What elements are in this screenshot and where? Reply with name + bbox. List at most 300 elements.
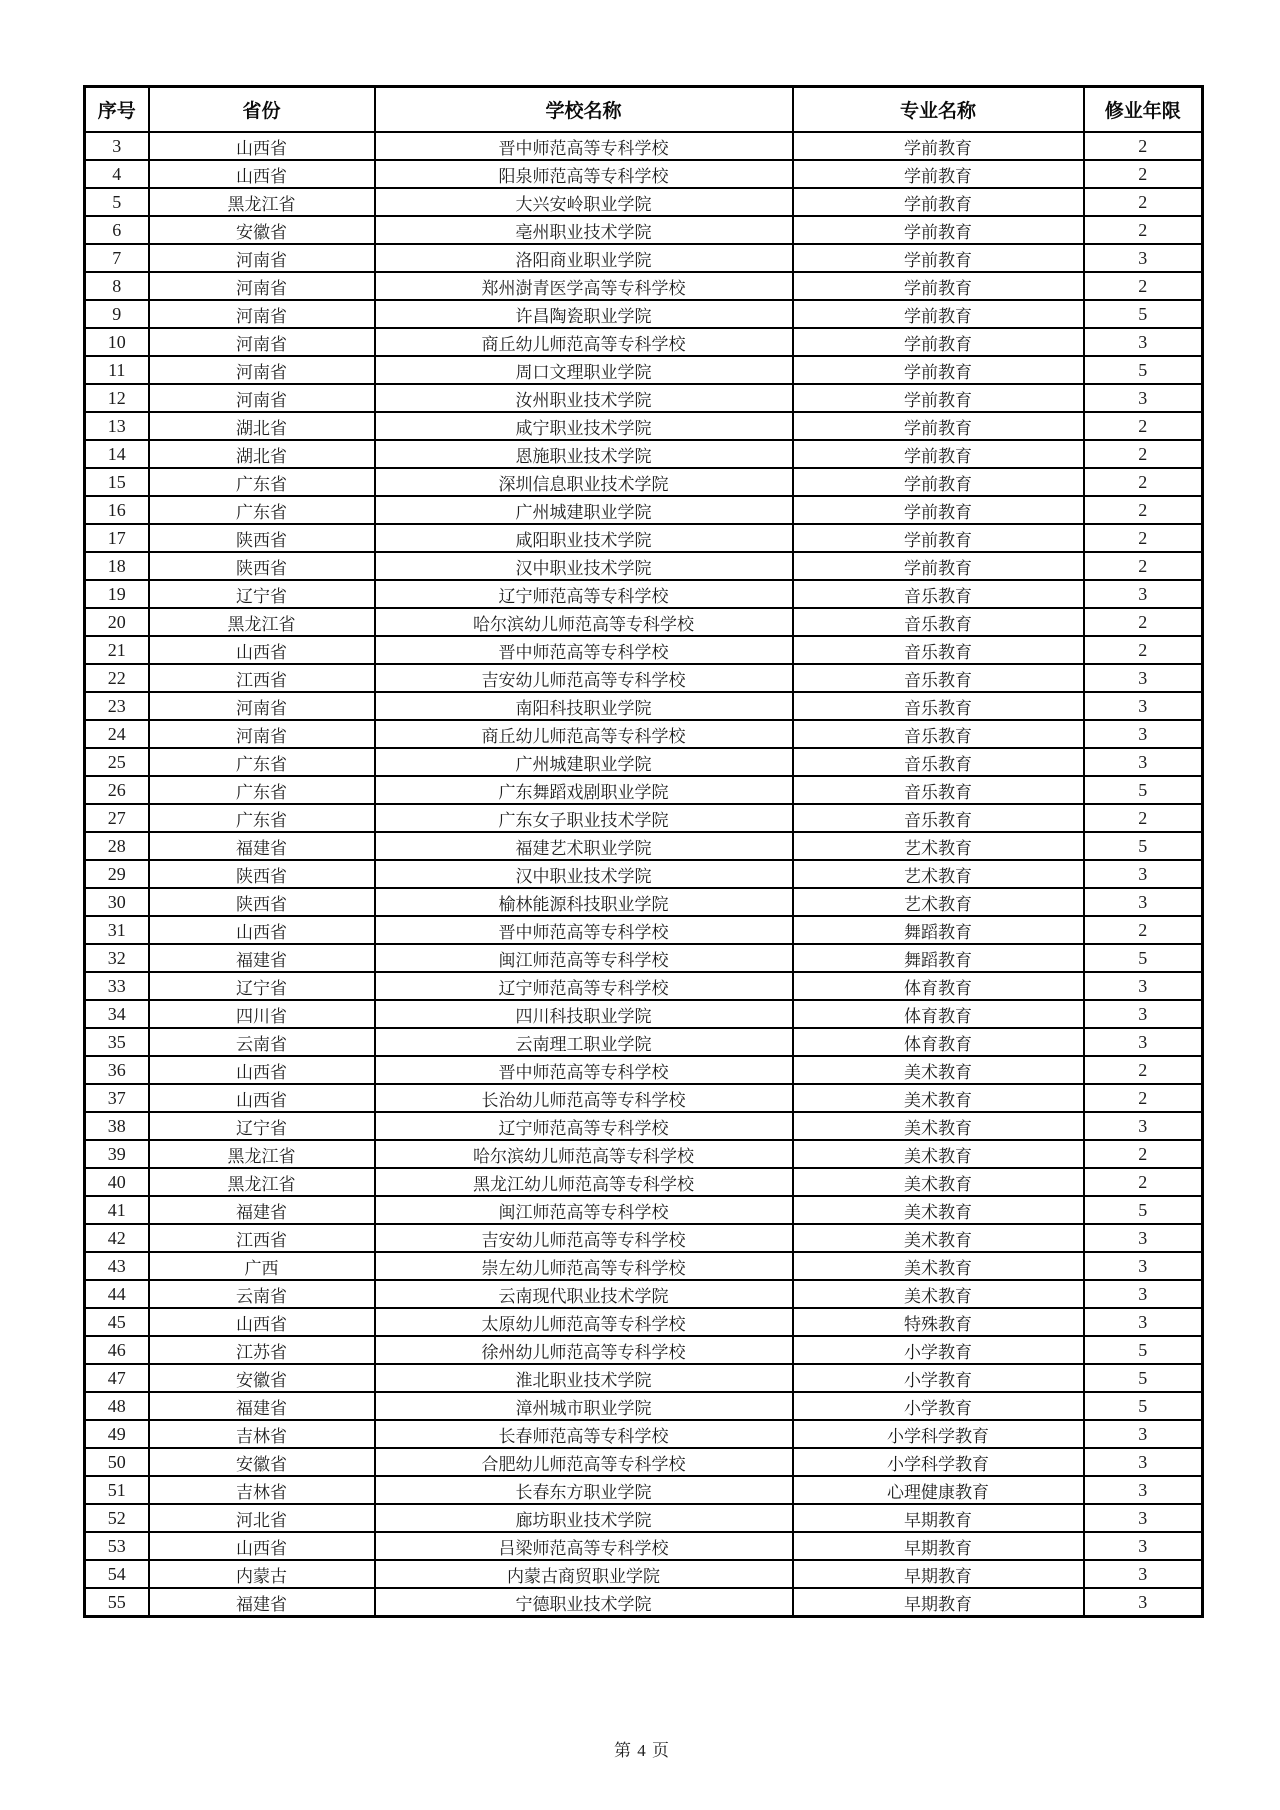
- cell-province: 陕西省: [149, 860, 375, 888]
- cell-years: 5: [1084, 1196, 1203, 1224]
- table-row: [85, 356, 1203, 384]
- cell-major: 美术教育: [793, 1168, 1084, 1196]
- table-row: [85, 1252, 1203, 1280]
- cell-province: 四川省: [149, 1000, 375, 1028]
- table-row: [85, 776, 1203, 804]
- cell-major: 特殊教育: [793, 1308, 1084, 1336]
- cell-school: 汉中职业技术学院: [375, 552, 793, 580]
- table-row: [85, 1336, 1203, 1364]
- table-header: [85, 87, 1203, 133]
- cell-school: 恩施职业技术学院: [375, 440, 793, 468]
- cell-school: 内蒙古商贸职业学院: [375, 1560, 793, 1588]
- cell-years: 3: [1084, 1224, 1203, 1252]
- cell-index: 22: [85, 664, 149, 692]
- cell-index: 48: [85, 1392, 149, 1420]
- table-row: [85, 1028, 1203, 1056]
- cell-years: 2: [1084, 496, 1203, 524]
- cell-index: 10: [85, 328, 149, 356]
- cell-major: 早期教育: [793, 1560, 1084, 1588]
- cell-school: 晋中师范高等专科学校: [375, 132, 793, 160]
- table-row: [85, 216, 1203, 244]
- cell-years: 3: [1084, 1448, 1203, 1476]
- cell-province: 山西省: [149, 916, 375, 944]
- cell-index: 51: [85, 1476, 149, 1504]
- cell-major: 音乐教育: [793, 636, 1084, 664]
- cell-major: 音乐教育: [793, 692, 1084, 720]
- cell-school: 汉中职业技术学院: [375, 860, 793, 888]
- table-row: [85, 720, 1203, 748]
- cell-years: 5: [1084, 776, 1203, 804]
- cell-major: 早期教育: [793, 1588, 1084, 1617]
- table-row: [85, 1588, 1203, 1617]
- cell-province: 河南省: [149, 272, 375, 300]
- cell-years: 3: [1084, 692, 1203, 720]
- cell-index: 36: [85, 1056, 149, 1084]
- cell-index: 52: [85, 1504, 149, 1532]
- table-row: [85, 1364, 1203, 1392]
- cell-index: 8: [85, 272, 149, 300]
- cell-school: 广州城建职业学院: [375, 496, 793, 524]
- cell-index: 27: [85, 804, 149, 832]
- cell-years: 5: [1084, 1336, 1203, 1364]
- cell-major: 美术教育: [793, 1056, 1084, 1084]
- table-row: [85, 1112, 1203, 1140]
- cell-major: 音乐教育: [793, 804, 1084, 832]
- cell-major: 美术教育: [793, 1280, 1084, 1308]
- cell-years: 3: [1084, 888, 1203, 916]
- cell-province: 福建省: [149, 832, 375, 860]
- header-cell-index: 序号: [85, 87, 149, 133]
- cell-school: 漳州城市职业学院: [375, 1392, 793, 1420]
- table-row: [85, 888, 1203, 916]
- table-row: [85, 496, 1203, 524]
- cell-years: 5: [1084, 1392, 1203, 1420]
- cell-school: 崇左幼儿师范高等专科学校: [375, 1252, 793, 1280]
- cell-major: 学前教育: [793, 188, 1084, 216]
- cell-index: 38: [85, 1112, 149, 1140]
- cell-school: 广东舞蹈戏剧职业学院: [375, 776, 793, 804]
- table-row: [85, 1000, 1203, 1028]
- cell-major: 小学教育: [793, 1364, 1084, 1392]
- cell-index: 4: [85, 160, 149, 188]
- cell-school: 淮北职业技术学院: [375, 1364, 793, 1392]
- cell-province: 广西: [149, 1252, 375, 1280]
- table-row: [85, 580, 1203, 608]
- cell-years: 2: [1084, 1140, 1203, 1168]
- cell-index: 31: [85, 916, 149, 944]
- cell-province: 广东省: [149, 804, 375, 832]
- cell-index: 53: [85, 1532, 149, 1560]
- cell-major: 艺术教育: [793, 860, 1084, 888]
- cell-years: 2: [1084, 1168, 1203, 1196]
- cell-years: 2: [1084, 188, 1203, 216]
- cell-years: 2: [1084, 160, 1203, 188]
- cell-index: 18: [85, 552, 149, 580]
- cell-school: 闽江师范高等专科学校: [375, 944, 793, 972]
- cell-index: 28: [85, 832, 149, 860]
- cell-province: 安徽省: [149, 216, 375, 244]
- cell-school: 晋中师范高等专科学校: [375, 1056, 793, 1084]
- table-row: [85, 636, 1203, 664]
- cell-index: 34: [85, 1000, 149, 1028]
- cell-school: 洛阳商业职业学院: [375, 244, 793, 272]
- cell-index: 49: [85, 1420, 149, 1448]
- cell-years: 3: [1084, 1000, 1203, 1028]
- cell-school: 哈尔滨幼儿师范高等专科学校: [375, 608, 793, 636]
- cell-school: 吉安幼儿师范高等专科学校: [375, 664, 793, 692]
- cell-school: 徐州幼儿师范高等专科学校: [375, 1336, 793, 1364]
- cell-index: 37: [85, 1084, 149, 1112]
- cell-major: 学前教育: [793, 132, 1084, 160]
- cell-major: 体育教育: [793, 1028, 1084, 1056]
- cell-province: 黑龙江省: [149, 1168, 375, 1196]
- cell-years: 3: [1084, 244, 1203, 272]
- cell-school: 榆林能源科技职业学院: [375, 888, 793, 916]
- cell-index: 43: [85, 1252, 149, 1280]
- cell-major: 美术教育: [793, 1224, 1084, 1252]
- cell-province: 河南省: [149, 244, 375, 272]
- cell-major: 学前教育: [793, 216, 1084, 244]
- cell-years: 5: [1084, 1364, 1203, 1392]
- cell-major: 学前教育: [793, 468, 1084, 496]
- cell-school: 四川科技职业学院: [375, 1000, 793, 1028]
- cell-index: 20: [85, 608, 149, 636]
- cell-major: 美术教育: [793, 1112, 1084, 1140]
- cell-years: 2: [1084, 552, 1203, 580]
- table-row: [85, 916, 1203, 944]
- cell-province: 河南省: [149, 300, 375, 328]
- cell-index: 45: [85, 1308, 149, 1336]
- cell-major: 心理健康教育: [793, 1476, 1084, 1504]
- cell-school: 黑龙江幼儿师范高等专科学校: [375, 1168, 793, 1196]
- cell-major: 体育教育: [793, 972, 1084, 1000]
- cell-major: 小学科学教育: [793, 1420, 1084, 1448]
- table-row: [85, 328, 1203, 356]
- cell-index: 3: [85, 132, 149, 160]
- cell-index: 12: [85, 384, 149, 412]
- cell-years: 2: [1084, 412, 1203, 440]
- cell-index: 24: [85, 720, 149, 748]
- cell-major: 学前教育: [793, 328, 1084, 356]
- cell-index: 17: [85, 524, 149, 552]
- cell-major: 舞蹈教育: [793, 916, 1084, 944]
- cell-years: 2: [1084, 804, 1203, 832]
- cell-major: 音乐教育: [793, 664, 1084, 692]
- cell-province: 福建省: [149, 944, 375, 972]
- cell-index: 15: [85, 468, 149, 496]
- cell-province: 安徽省: [149, 1448, 375, 1476]
- cell-major: 早期教育: [793, 1504, 1084, 1532]
- cell-province: 湖北省: [149, 440, 375, 468]
- cell-index: 19: [85, 580, 149, 608]
- cell-major: 艺术教育: [793, 832, 1084, 860]
- cell-index: 41: [85, 1196, 149, 1224]
- cell-index: 26: [85, 776, 149, 804]
- cell-province: 河南省: [149, 384, 375, 412]
- table-row: [85, 944, 1203, 972]
- cell-index: 50: [85, 1448, 149, 1476]
- table-row: [85, 188, 1203, 216]
- cell-school: 吉安幼儿师范高等专科学校: [375, 1224, 793, 1252]
- cell-province: 广东省: [149, 748, 375, 776]
- cell-years: 2: [1084, 272, 1203, 300]
- cell-index: 25: [85, 748, 149, 776]
- table-row: [85, 1532, 1203, 1560]
- cell-index: 13: [85, 412, 149, 440]
- cell-school: 晋中师范高等专科学校: [375, 636, 793, 664]
- cell-index: 35: [85, 1028, 149, 1056]
- table-row: [85, 468, 1203, 496]
- cell-years: 3: [1084, 580, 1203, 608]
- cell-school: 长春师范高等专科学校: [375, 1420, 793, 1448]
- table-row: [85, 440, 1203, 468]
- table-row: [85, 664, 1203, 692]
- cell-major: 早期教育: [793, 1532, 1084, 1560]
- cell-school: 许昌陶瓷职业学院: [375, 300, 793, 328]
- cell-province: 安徽省: [149, 1364, 375, 1392]
- cell-province: 山西省: [149, 636, 375, 664]
- cell-years: 5: [1084, 832, 1203, 860]
- table-row: [85, 1420, 1203, 1448]
- cell-years: 3: [1084, 1028, 1203, 1056]
- cell-years: 3: [1084, 1252, 1203, 1280]
- cell-school: 汝州职业技术学院: [375, 384, 793, 412]
- header-cell-years: 修业年限: [1084, 87, 1203, 133]
- cell-years: 3: [1084, 860, 1203, 888]
- table-row: [85, 1196, 1203, 1224]
- cell-province: 陕西省: [149, 524, 375, 552]
- table-row: [85, 860, 1203, 888]
- cell-province: 陕西省: [149, 552, 375, 580]
- cell-province: 福建省: [149, 1392, 375, 1420]
- cell-years: 3: [1084, 1504, 1203, 1532]
- cell-major: 音乐教育: [793, 720, 1084, 748]
- cell-years: 3: [1084, 748, 1203, 776]
- cell-school: 大兴安岭职业学院: [375, 188, 793, 216]
- table-row: [85, 1280, 1203, 1308]
- cell-school: 咸阳职业技术学院: [375, 524, 793, 552]
- cell-index: 39: [85, 1140, 149, 1168]
- cell-major: 学前教育: [793, 272, 1084, 300]
- table-row: [85, 384, 1203, 412]
- cell-school: 合肥幼儿师范高等专科学校: [375, 1448, 793, 1476]
- table-row: [85, 524, 1203, 552]
- cell-years: 3: [1084, 1280, 1203, 1308]
- cell-province: 山西省: [149, 1056, 375, 1084]
- cell-province: 福建省: [149, 1588, 375, 1617]
- cell-index: 6: [85, 216, 149, 244]
- cell-school: 商丘幼儿师范高等专科学校: [375, 328, 793, 356]
- cell-province: 河南省: [149, 328, 375, 356]
- cell-school: 云南现代职业技术学院: [375, 1280, 793, 1308]
- cell-major: 学前教育: [793, 552, 1084, 580]
- table-row: [85, 160, 1203, 188]
- cell-major: 艺术教育: [793, 888, 1084, 916]
- cell-school: 辽宁师范高等专科学校: [375, 1112, 793, 1140]
- cell-index: 42: [85, 1224, 149, 1252]
- cell-years: 2: [1084, 440, 1203, 468]
- table-row: [85, 272, 1203, 300]
- cell-index: 5: [85, 188, 149, 216]
- cell-major: 小学科学教育: [793, 1448, 1084, 1476]
- cell-major: 音乐教育: [793, 748, 1084, 776]
- cell-years: 3: [1084, 1420, 1203, 1448]
- cell-years: 3: [1084, 1588, 1203, 1617]
- cell-province: 黑龙江省: [149, 1140, 375, 1168]
- cell-school: 晋中师范高等专科学校: [375, 916, 793, 944]
- cell-major: 美术教育: [793, 1196, 1084, 1224]
- cell-school: 咸宁职业技术学院: [375, 412, 793, 440]
- cell-years: 3: [1084, 972, 1203, 1000]
- cell-major: 学前教育: [793, 244, 1084, 272]
- table-row: [85, 1168, 1203, 1196]
- cell-index: 11: [85, 356, 149, 384]
- cell-province: 广东省: [149, 496, 375, 524]
- cell-years: 5: [1084, 300, 1203, 328]
- table-row: [85, 1140, 1203, 1168]
- cell-index: 44: [85, 1280, 149, 1308]
- cell-major: 音乐教育: [793, 580, 1084, 608]
- cell-school: 辽宁师范高等专科学校: [375, 580, 793, 608]
- cell-years: 5: [1084, 944, 1203, 972]
- cell-index: 9: [85, 300, 149, 328]
- cell-province: 陕西省: [149, 888, 375, 916]
- cell-major: 音乐教育: [793, 776, 1084, 804]
- table-row: [85, 1504, 1203, 1532]
- cell-years: 3: [1084, 1476, 1203, 1504]
- cell-years: 3: [1084, 1112, 1203, 1140]
- table-row: [85, 412, 1203, 440]
- cell-years: 2: [1084, 132, 1203, 160]
- table-header-row: [85, 87, 1203, 133]
- cell-province: 内蒙古: [149, 1560, 375, 1588]
- table-row: [85, 1392, 1203, 1420]
- table-row: [85, 1308, 1203, 1336]
- table-row: [85, 300, 1203, 328]
- cell-school: 太原幼儿师范高等专科学校: [375, 1308, 793, 1336]
- cell-major: 美术教育: [793, 1084, 1084, 1112]
- cell-index: 7: [85, 244, 149, 272]
- cell-major: 学前教育: [793, 496, 1084, 524]
- cell-province: 山西省: [149, 1308, 375, 1336]
- cell-index: 46: [85, 1336, 149, 1364]
- cell-province: 江西省: [149, 664, 375, 692]
- cell-province: 江苏省: [149, 1336, 375, 1364]
- cell-province: 云南省: [149, 1280, 375, 1308]
- cell-index: 23: [85, 692, 149, 720]
- cell-major: 学前教育: [793, 300, 1084, 328]
- cell-province: 山西省: [149, 1532, 375, 1560]
- cell-school: 广州城建职业学院: [375, 748, 793, 776]
- cell-years: 3: [1084, 384, 1203, 412]
- cell-years: 3: [1084, 720, 1203, 748]
- cell-major: 学前教育: [793, 384, 1084, 412]
- cell-index: 55: [85, 1588, 149, 1617]
- cell-school: 亳州职业技术学院: [375, 216, 793, 244]
- cell-school: 长治幼儿师范高等专科学校: [375, 1084, 793, 1112]
- cell-school: 阳泉师范高等专科学校: [375, 160, 793, 188]
- table-row: [85, 1224, 1203, 1252]
- cell-school: 郑州澍青医学高等专科学校: [375, 272, 793, 300]
- cell-province: 黑龙江省: [149, 188, 375, 216]
- table-row: [85, 608, 1203, 636]
- cell-school: 深圳信息职业技术学院: [375, 468, 793, 496]
- cell-major: 体育教育: [793, 1000, 1084, 1028]
- cell-years: 2: [1084, 524, 1203, 552]
- cell-major: 美术教育: [793, 1140, 1084, 1168]
- table-row: [85, 132, 1203, 160]
- table-row: [85, 1560, 1203, 1588]
- table-row: [85, 244, 1203, 272]
- cell-province: 河北省: [149, 1504, 375, 1532]
- cell-years: 2: [1084, 216, 1203, 244]
- cell-index: 32: [85, 944, 149, 972]
- cell-school: 周口文理职业学院: [375, 356, 793, 384]
- table-row: [85, 1084, 1203, 1112]
- table-row: [85, 832, 1203, 860]
- cell-major: 学前教育: [793, 356, 1084, 384]
- cell-major: 学前教育: [793, 524, 1084, 552]
- cell-index: 33: [85, 972, 149, 1000]
- cell-major: 音乐教育: [793, 608, 1084, 636]
- cell-years: 2: [1084, 468, 1203, 496]
- cell-years: 3: [1084, 328, 1203, 356]
- cell-major: 学前教育: [793, 412, 1084, 440]
- cell-province: 辽宁省: [149, 1112, 375, 1140]
- cell-school: 吕梁师范高等专科学校: [375, 1532, 793, 1560]
- cell-province: 山西省: [149, 132, 375, 160]
- cell-index: 14: [85, 440, 149, 468]
- table-row: [85, 748, 1203, 776]
- table-row: [85, 692, 1203, 720]
- cell-index: 54: [85, 1560, 149, 1588]
- header-cell-major: 专业名称: [793, 87, 1084, 133]
- cell-province: 黑龙江省: [149, 608, 375, 636]
- table-row: [85, 804, 1203, 832]
- cell-school: 长春东方职业学院: [375, 1476, 793, 1504]
- cell-school: 廊坊职业技术学院: [375, 1504, 793, 1532]
- table-row: [85, 1056, 1203, 1084]
- cell-province: 广东省: [149, 776, 375, 804]
- cell-major: 学前教育: [793, 160, 1084, 188]
- cell-province: 河南省: [149, 356, 375, 384]
- table-row: [85, 1476, 1203, 1504]
- cell-province: 吉林省: [149, 1420, 375, 1448]
- cell-province: 辽宁省: [149, 972, 375, 1000]
- cell-major: 学前教育: [793, 440, 1084, 468]
- cell-index: 16: [85, 496, 149, 524]
- cell-years: 3: [1084, 1560, 1203, 1588]
- cell-province: 河南省: [149, 692, 375, 720]
- cell-years: 3: [1084, 1308, 1203, 1336]
- cell-index: 29: [85, 860, 149, 888]
- cell-major: 小学教育: [793, 1336, 1084, 1364]
- cell-province: 江西省: [149, 1224, 375, 1252]
- cell-years: 3: [1084, 664, 1203, 692]
- cell-index: 47: [85, 1364, 149, 1392]
- cell-major: 舞蹈教育: [793, 944, 1084, 972]
- cell-years: 3: [1084, 1532, 1203, 1560]
- header-cell-province: 省份: [149, 87, 375, 133]
- cell-years: 2: [1084, 1084, 1203, 1112]
- table-row: [85, 972, 1203, 1000]
- cell-major: 小学教育: [793, 1392, 1084, 1420]
- cell-school: 福建艺术职业学院: [375, 832, 793, 860]
- page-number-label: 第 4 页: [614, 1741, 670, 1760]
- cell-school: 哈尔滨幼儿师范高等专科学校: [375, 1140, 793, 1168]
- table-row: [85, 552, 1203, 580]
- cell-years: 2: [1084, 608, 1203, 636]
